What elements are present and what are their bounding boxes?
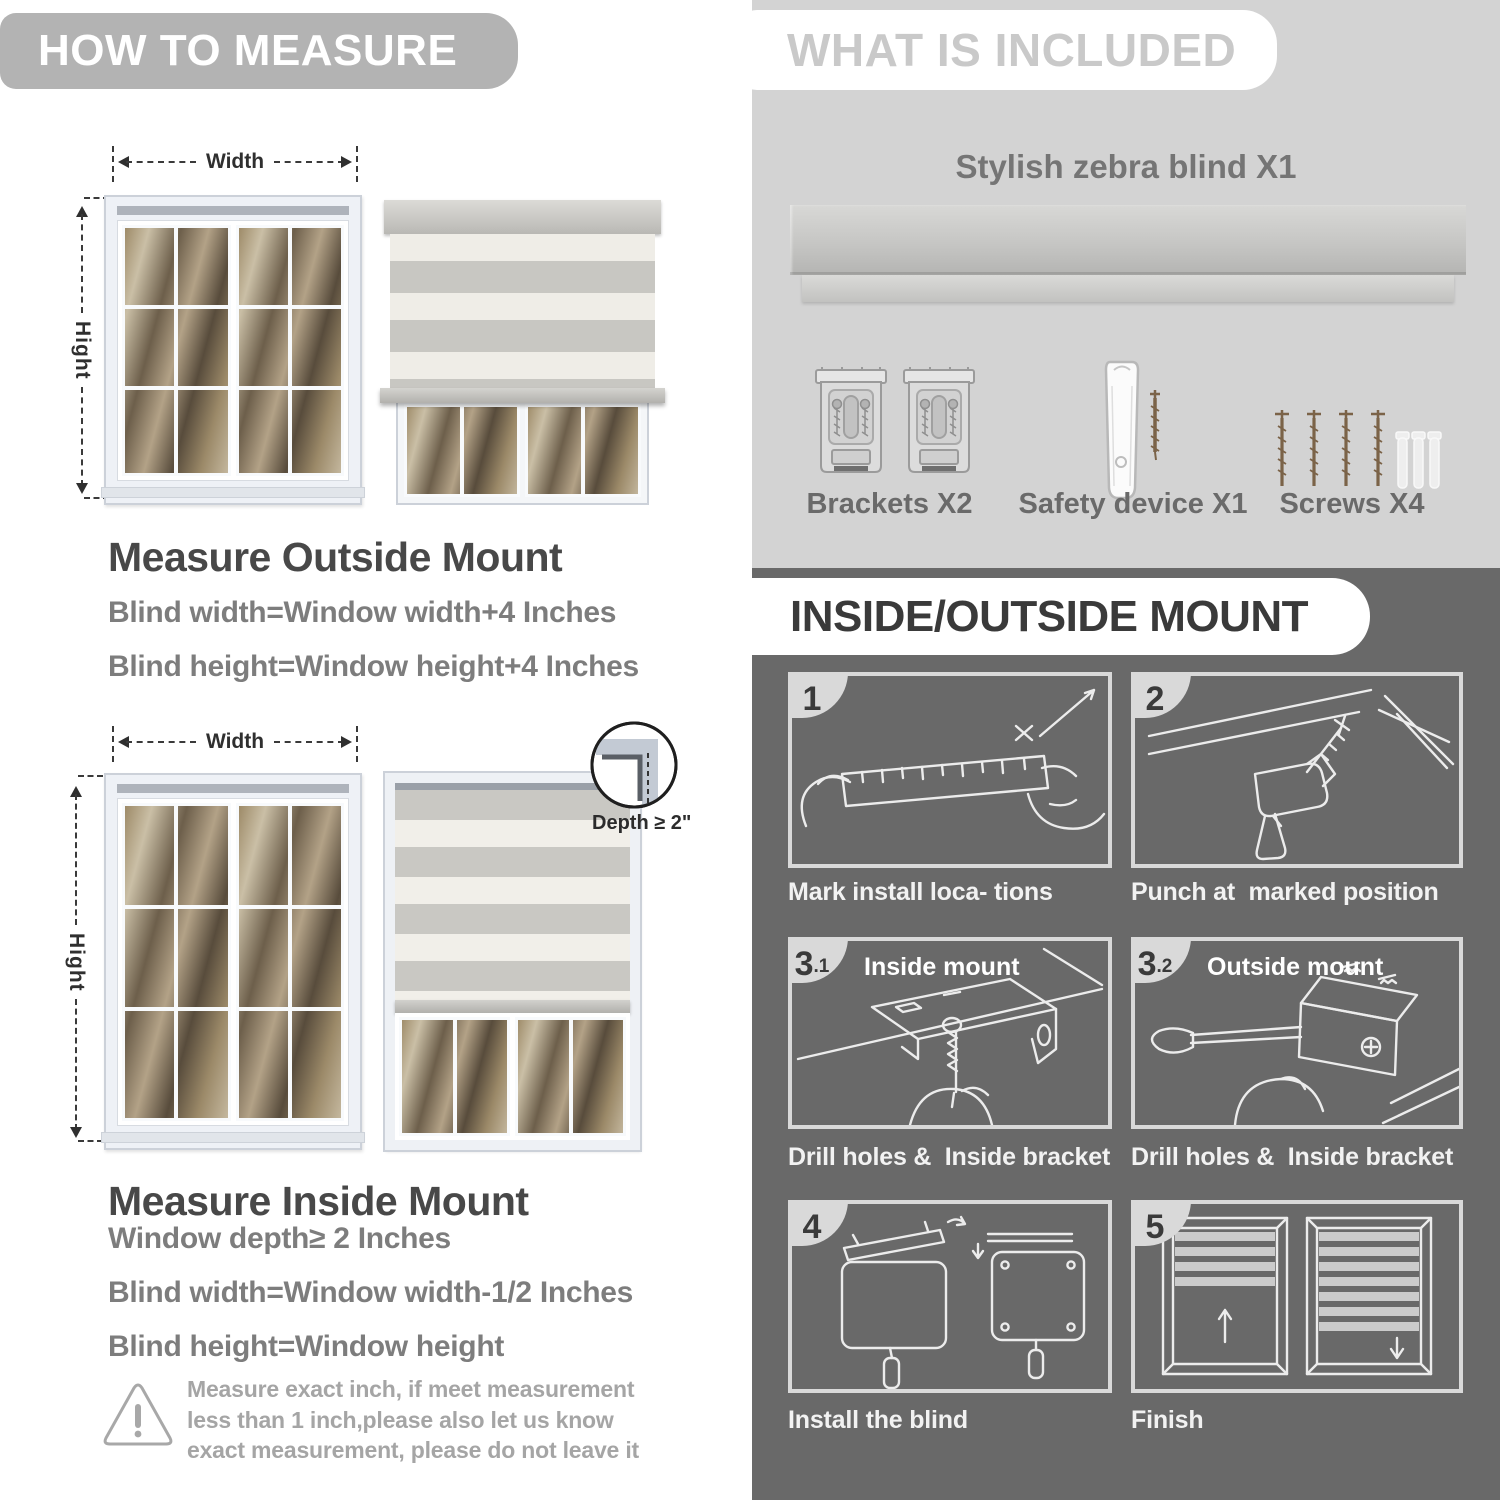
depth-label: Depth ≥ 2"	[592, 812, 692, 834]
step-number-badge: 4	[788, 1200, 848, 1246]
brackets-label: Brackets X2	[806, 488, 973, 520]
inside-formula-height: Blind height=Window height	[108, 1330, 505, 1363]
step-panel-3-2	[1131, 937, 1463, 1129]
step-number-badge: 5	[1131, 1200, 1191, 1246]
window-sash	[236, 803, 345, 1121]
step-inner-label: Outside mount	[1207, 953, 1384, 981]
step-number-badge: 3 .2	[1131, 937, 1191, 983]
step-caption-3-2: Drill holes & Inside bracket	[1131, 1143, 1454, 1171]
step-caption-5: Finish	[1131, 1406, 1204, 1434]
arrow-right-icon	[341, 156, 358, 168]
finish-blinds-art	[1135, 1204, 1459, 1389]
step-caption-1: Mark install loca- tions	[788, 878, 1053, 906]
step-inner-label: Inside mount	[864, 953, 1020, 981]
step-number-badge: 2	[1131, 672, 1191, 718]
step-panel-4	[788, 1200, 1112, 1393]
width-label: Width	[205, 150, 265, 173]
drill-art	[1135, 676, 1459, 864]
step-panel-1	[788, 672, 1112, 868]
zebra-blind-cassette-lip	[802, 275, 1454, 302]
how-to-measure-header: HOW TO MEASURE	[0, 13, 518, 89]
window-head-strip	[117, 206, 349, 215]
step-caption-3-1: Drill holes & Inside bracket	[788, 1143, 1111, 1171]
ruler-marking-art	[792, 676, 1108, 864]
width-label: Width	[205, 730, 265, 753]
window-sill	[101, 487, 365, 498]
warning-triangle-icon	[100, 1380, 176, 1455]
zebra-blind-outside-illustration	[380, 200, 665, 505]
height-label: Hight	[65, 932, 88, 992]
safety-device-label: Safety device X1	[1018, 488, 1248, 520]
width-arrow	[112, 730, 358, 754]
step-panel-3-1	[788, 937, 1112, 1129]
what-is-included-header: WHAT IS INCLUDED	[737, 10, 1277, 90]
blind-stripes	[390, 234, 655, 388]
height-arrow	[70, 200, 94, 500]
window-illustration-inside	[104, 773, 362, 1150]
step-number-badge: 1	[788, 672, 848, 718]
blind-bottom-rail	[380, 388, 665, 403]
height-arrow	[64, 780, 88, 1144]
window-behind-blind	[396, 396, 649, 505]
width-arrow	[112, 150, 358, 174]
window-illustration-outside	[104, 195, 362, 505]
blind-headrail	[384, 200, 661, 234]
arrow-down-icon	[76, 483, 88, 500]
outside-mount-heading: Measure Outside Mount	[108, 534, 563, 580]
step-panel-2	[1131, 672, 1463, 868]
window-sash	[236, 225, 345, 476]
height-label: Hight	[71, 320, 94, 380]
blind-bottom-rail	[395, 1000, 630, 1013]
measure-note: Measure exact inch, if meet measurement less than 1 inch,please also let us know exact measurement, please do not leave it	[187, 1376, 639, 1464]
mount-header: INSIDE/OUTSIDE MOUNT	[752, 578, 1370, 655]
step-number-badge: 3 .1	[788, 937, 848, 983]
install-blind-art	[792, 1204, 1108, 1389]
outside-formula-height: Blind height=Window height+4 Inches	[108, 650, 639, 683]
outside-formula-width: Blind width=Window width+4 Inches	[108, 596, 617, 629]
step-caption-4: Install the blind	[788, 1406, 968, 1434]
depth-callout	[588, 719, 680, 811]
inside-formula-depth: Window depth≥ 2 Inches	[108, 1222, 451, 1255]
window-sash	[122, 803, 231, 1121]
inside-mount-heading: Measure Inside Mount	[108, 1178, 529, 1224]
step-panel-5	[1131, 1200, 1463, 1393]
inside-formula-width: Blind width=Window width-1/2 Inches	[108, 1276, 634, 1309]
product-label: Stylish zebra blind X1	[955, 148, 1297, 185]
window-sash	[122, 225, 231, 476]
zebra-blind-cassette-icon	[790, 205, 1466, 275]
window-sill	[101, 1132, 365, 1143]
arrow-down-icon	[70, 1127, 82, 1144]
screws-label: Screws X4	[1279, 488, 1425, 520]
step-caption-2: Punch at marked position	[1131, 878, 1439, 906]
bracket-icon	[812, 364, 890, 495]
arrow-right-icon	[341, 736, 358, 748]
bracket-icon	[900, 364, 978, 495]
